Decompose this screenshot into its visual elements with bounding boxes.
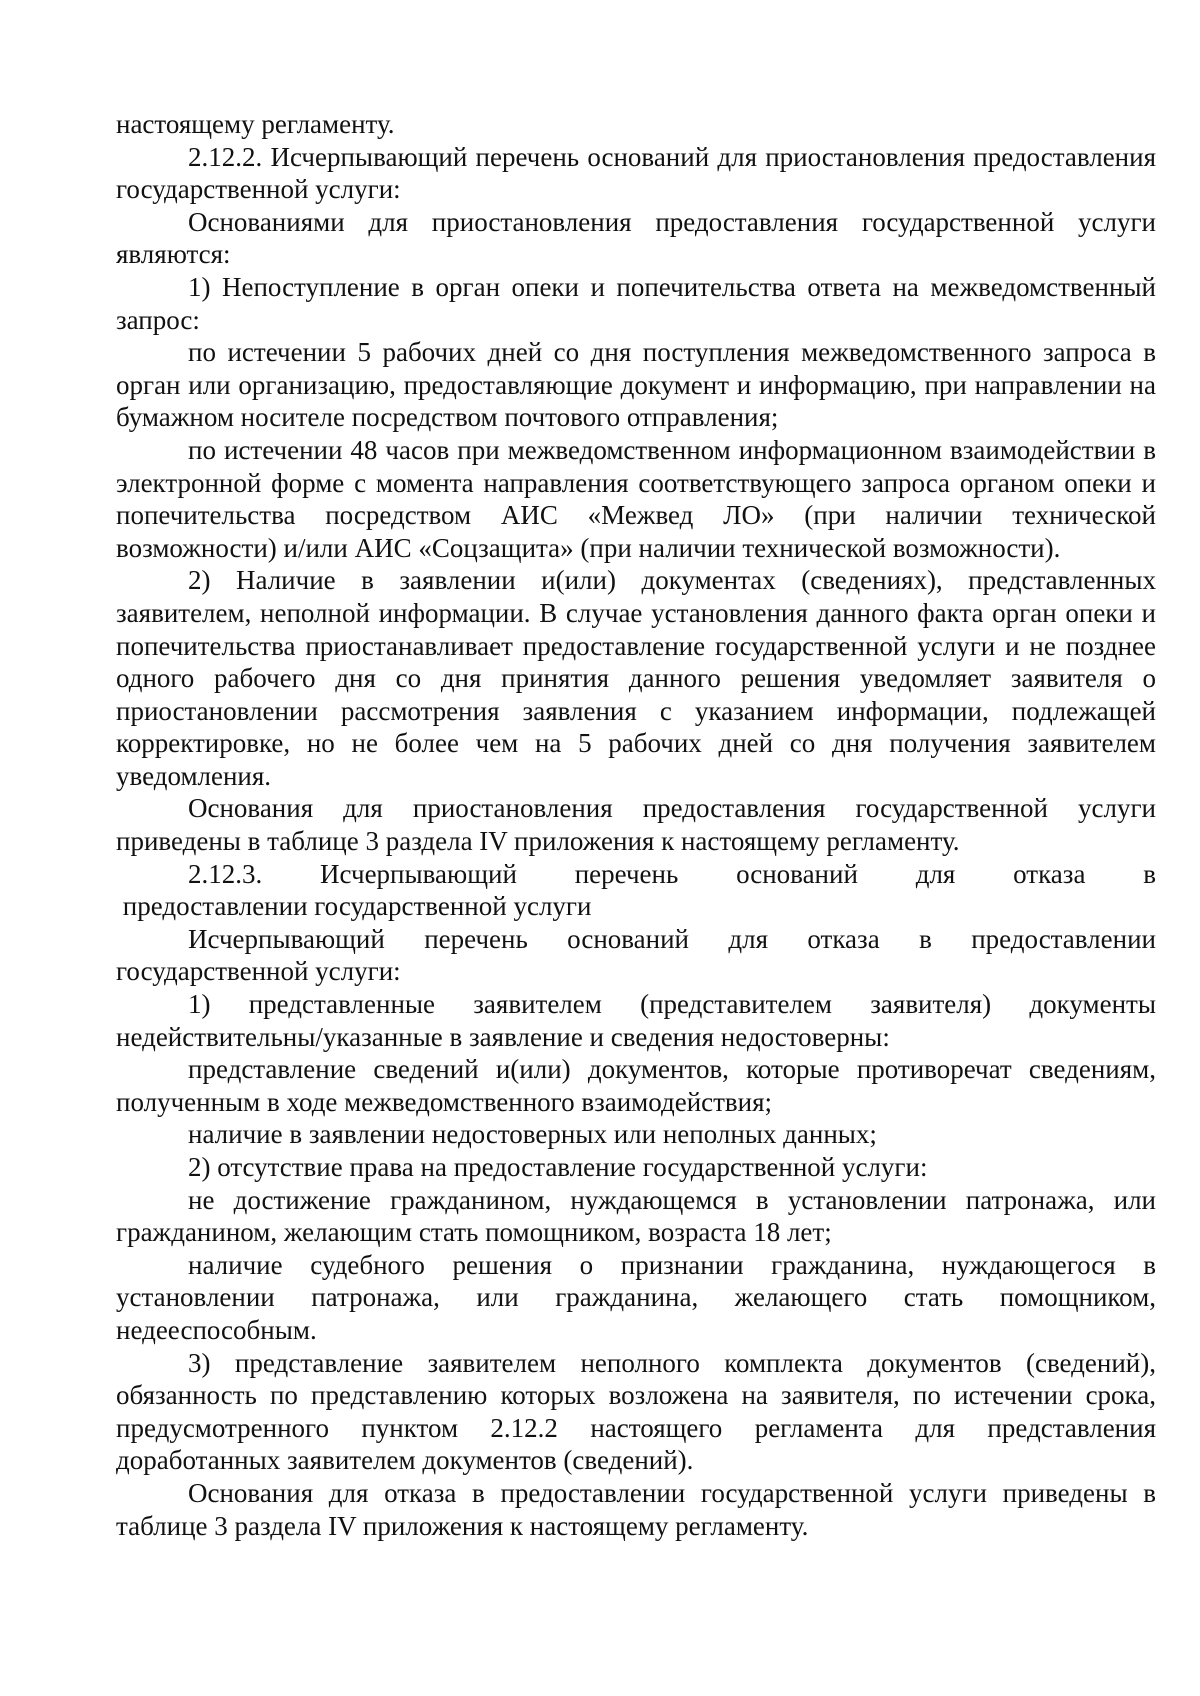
paragraph-48-hours: по истечении 48 часов при межведомственном информационном взаимодействии в электронной форме с момента направления соответствующего запроса органом опеки и попечительства посредством АИС «Межвед ЛО» (при наличии технической возможности) и/или АИС «Соцзащита» (при наличии технической возможности). [116, 434, 1156, 563]
paragraph-suspension-table-ref: Основания для приостановления предоставления государственной услуги приведены в таблице 3 раздела IV приложения к настоящему регламенту. [116, 793, 1156, 857]
paragraph-suspension-grounds-intro: Основаниями для приостановления предоставления государственной услуги являются: [116, 206, 1156, 270]
paragraph-5-days: по истечении 5 рабочих дней со дня поступления межведомственного запроса в орган или организацию, предоставляющие документ и информацию, при направлении на бумажном носителе посредством почтового отправления; [116, 337, 1156, 433]
paragraph-refusal-item-1: 1) представленные заявителем (представителем заявителя) документы недействительны/указанные в заявление и сведения недостоверны: [116, 989, 1156, 1052]
paragraph-refusal-table-ref: Основания для отказа в предоставлении государственной услуги приведены в таблице 3 раздела IV приложения к настоящему регламенту. [116, 1477, 1156, 1541]
paragraph-age-18: не достижение гражданином, нуждающемся в установлении патронажа, или гражданином, желающим стать помощником, возраста 18 лет; [116, 1184, 1156, 1248]
paragraph-2-12-3-heading-cont: предоставлении государственной услуги [116, 891, 592, 922]
paragraph-refusal-grounds-intro: Исчерпывающий перечень оснований для отказа в предоставлении государственной услуги: [116, 923, 1156, 987]
paragraph-court-decision: наличие судебного решения о признании гражданина, нуждающегося в установлении патронажа, или гражданина, желающего стать помощником, недееспособным. [116, 1249, 1156, 1345]
paragraph-item-1: 1) Непоступление в орган опеки и попечительства ответа на межведомственный запрос: [116, 271, 1156, 335]
paragraph-contradicting-data: представление сведений и(или) документов, которые противоречат сведениям, полученным в ходе межведомственного взаимодействия; [116, 1054, 1156, 1117]
paragraph-refusal-item-3: 3) представление заявителем неполного комплекта документов (сведений), обязанность по представлению которых возложена на заявителя, по истечении срока, предусмотренного пунктом 2.12.2 настоящего регламента для представления доработанных заявителем документов (сведений). [116, 1347, 1156, 1476]
paragraph-unreliable-data: наличие в заявлении недостоверных или неполных данных; [188, 1119, 877, 1150]
paragraph-2-12-3-heading: 2.12.3. Исчерпывающий перечень оснований для отказа в [188, 858, 1156, 889]
paragraph-item-2: 2) Наличие в заявлении и(или) документах (сведениях), представленных заявителем, неполной информации. В случае установления данного факта орган опеки и попечительства приостанавливает предоставление государственной услуги и не позднее одного рабочего дня со дня принятия данного решения уведомляет заявителя о приостановлении рассмотрения заявления с указанием информации, подлежащей корректировке, но не более чем на 5 рабочих дней со дня получения заявителем уведомления. [116, 565, 1156, 791]
document-page [116, 108, 1156, 1542]
paragraph-continuation: настоящему регламенту. [116, 109, 395, 139]
paragraph-2-12-2-heading: 2.12.2. Исчерпывающий перечень оснований для приостановления предоставления государственной услуги: [116, 141, 1156, 205]
paragraph-refusal-item-2: 2) отсутствие права на предоставление государственной услуги: [188, 1152, 928, 1182]
